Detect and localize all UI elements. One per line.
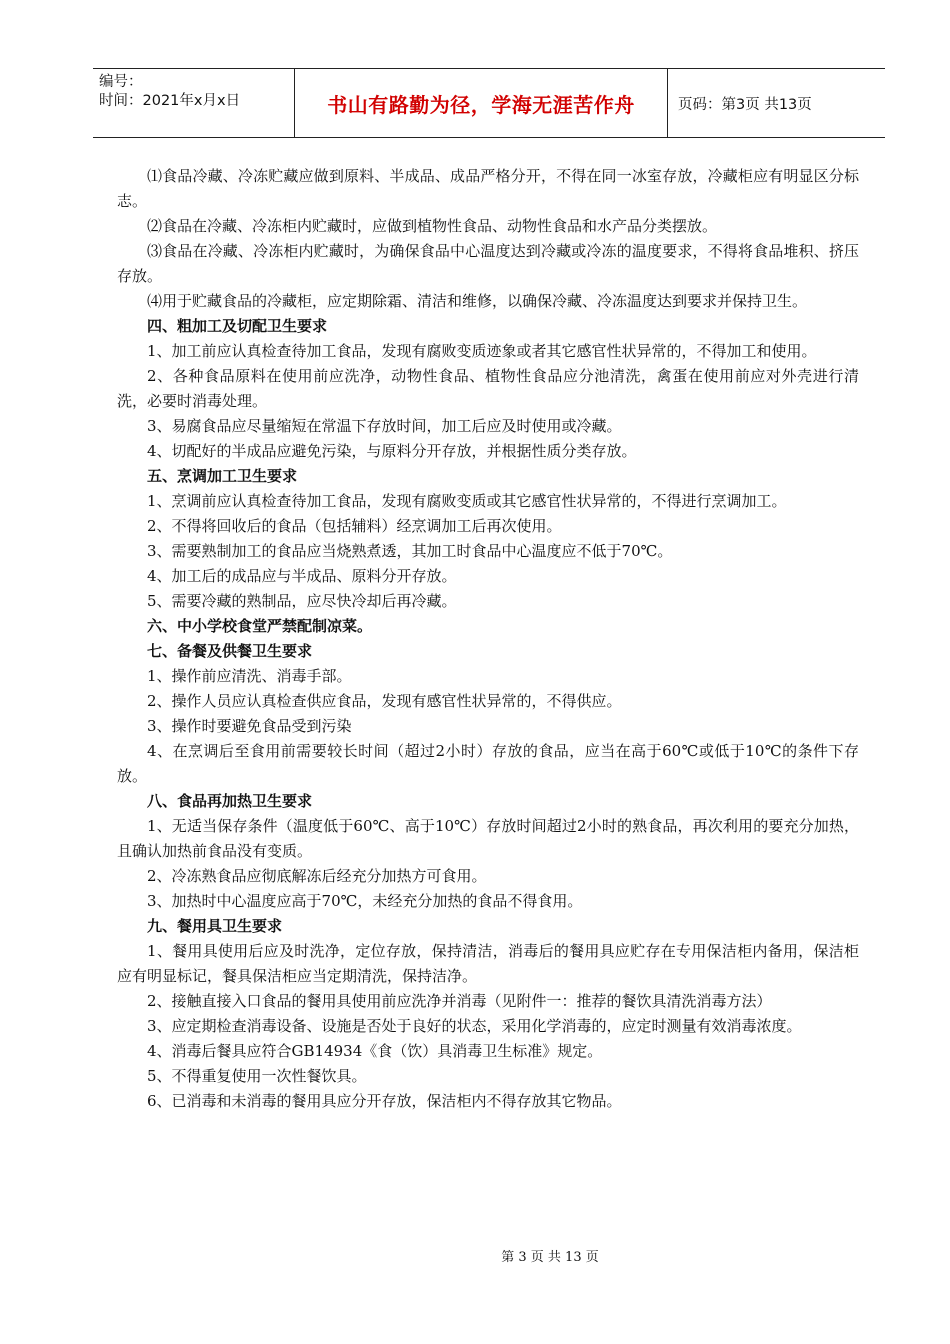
body-paragraph: ⑷用于贮藏食品的冷藏柜，应定期除霜、清洁和维修，以确保冷藏、冷冻温度达到要求并保持卫生。 <box>147 292 808 310</box>
section-heading: 九、餐用具卫生要求 <box>147 917 283 935</box>
body-paragraph: 3、应定期检查消毒设备、设施是否处于良好的状态，采用化学消毒的，应定时测量有效消毒浓度。 <box>147 1017 802 1035</box>
body-paragraph: 1、餐用具使用后应及时洗净，定位存放，保持清洁，消毒后的餐用具应贮存在专用保洁柜内备用，保洁柜应有明显标记，餐具保洁柜应当定期清洗，保持洁净。 <box>117 942 859 985</box>
document-number-label: 编号： <box>99 74 143 90</box>
body-paragraph: 4、切配好的半成品应避免污染，与原料分开存放，并根据性质分类存放。 <box>147 442 637 460</box>
body-paragraph: ⑵食品在冷藏、冷冻柜内贮藏时，应做到植物性食品、动物性食品和水产品分类摆放。 <box>147 217 718 235</box>
header-page-info: 页码：第3页 共13页 <box>678 96 812 113</box>
page-header <box>93 68 885 138</box>
body-paragraph: ⑴食品冷藏、冷冻贮藏应做到原料、半成品、成品严格分开，不得在同一冰室存放，冷藏柜应有明显区分标志。 <box>117 167 859 210</box>
body-paragraph: 2、接触直接入口食品的餐用具使用前应洗净并消毒（见附件一：推荐的餐饮具清洗消毒方法） <box>147 992 772 1010</box>
body-paragraph: 6、已消毒和未消毒的餐用具应分开存放，保洁柜内不得存放其它物品。 <box>147 1092 622 1110</box>
body-paragraph: ⑶食品在冷藏、冷冻柜内贮藏时，为确保食品中心温度达到冷藏或冷冻的温度要求，不得将食品堆积、挤压存放。 <box>117 242 859 285</box>
body-paragraph: 2、不得将回收后的食品（包括辅料）经烹调加工后再次使用。 <box>147 517 562 535</box>
section-heading: 六、中小学校食堂严禁配制凉菜。 <box>147 617 373 635</box>
document-time-label: 时间：2021年x月x日 <box>99 93 241 109</box>
body-paragraph: 3、易腐食品应尽量缩短在常温下存放时间，加工后应及时使用或冷藏。 <box>147 417 622 435</box>
body-paragraph: 3、操作时要避免食品受到污染 <box>147 717 352 735</box>
body-paragraph: 2、冷冻熟食品应彻底解冻后经充分加热方可食用。 <box>147 867 487 885</box>
body-paragraph: 4、加工后的成品应与半成品、原料分开存放。 <box>147 567 457 585</box>
page-footer: 第 3 页 共 13 页 <box>501 1250 599 1265</box>
body-paragraph: 5、需要冷藏的熟制品，应尽快冷却后再冷藏。 <box>147 592 457 610</box>
section-heading: 五、烹调加工卫生要求 <box>147 467 298 485</box>
section-heading: 四、粗加工及切配卫生要求 <box>147 317 328 335</box>
header-meta <box>93 69 295 137</box>
header-motto: 书山有路勤为径，学海无涯苦作舟 <box>295 69 668 137</box>
body-paragraph: 5、不得重复使用一次性餐饮具。 <box>147 1067 367 1085</box>
section-heading: 八、食品再加热卫生要求 <box>147 792 313 810</box>
document-body <box>117 164 859 1114</box>
body-paragraph: 4、消毒后餐具应符合GB14934《食（饮）具消毒卫生标准》规定。 <box>147 1042 603 1060</box>
section-heading: 七、备餐及供餐卫生要求 <box>147 642 313 660</box>
body-paragraph: 1、操作前应清洗、消毒手部。 <box>147 667 352 685</box>
body-paragraph: 2、操作人员应认真检查供应食品，发现有感官性状异常的，不得供应。 <box>147 692 622 710</box>
body-paragraph: 3、加热时中心温度应高于70℃，未经充分加热的食品不得食用。 <box>147 892 583 910</box>
body-paragraph: 2、各种食品原料在使用前应洗净，动物性食品、植物性食品应分池清洗，禽蛋在使用前应对外壳进行清洗，必要时消毒处理。 <box>117 367 859 410</box>
body-paragraph: 3、需要熟制加工的食品应当烧熟煮透，其加工时食品中心温度应不低于70℃。 <box>147 542 673 560</box>
body-paragraph: 1、烹调前应认真检查待加工食品，发现有腐败变质或其它感官性状异常的，不得进行烹调加工。 <box>147 492 787 510</box>
body-paragraph: 1、无适当保存条件（温度低于60℃、高于10℃）存放时间超过2小时的熟食品，再次利用的要充分加热，且确认加热前食品没有变质。 <box>117 817 859 860</box>
body-paragraph: 1、加工前应认真检查待加工食品，发现有腐败变质迹象或者其它感官性状异常的，不得加工和使用。 <box>147 342 817 360</box>
body-paragraph: 4、在烹调后至食用前需要较长时间（超过2小时）存放的食品，应当在高于60℃或低于10℃的条件下存放。 <box>117 742 859 785</box>
